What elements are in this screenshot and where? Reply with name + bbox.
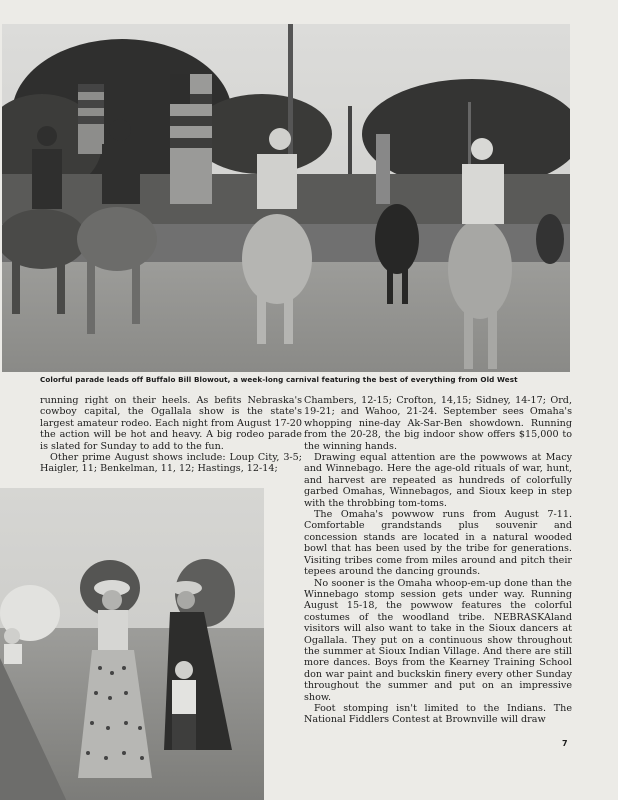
paragraph: Drawing equal attention are the powwows at Macy and Winnebago. Here the age-old rituals of war, hunt, and harvest are repeated as hundreds of colorfully garbed Omahas, Winnebagos, and Sioux keep in step with the throbbing tom-toms.	[304, 452, 572, 509]
paragraph: Foot stomping isn't limited to the Indians. The National Fiddlers Contest at Brownville will draw	[304, 702, 572, 726]
right-column	[304, 395, 572, 726]
parade-photo	[2, 24, 570, 372]
paragraph: running right on their heels. As befits Nebraska's cowboy capital, the Ogallala show is the state's largest amateur rodeo. Each night from August 17-20 the action will be hot and heavy. A big rodeo parade is slated for Sunday to add to the fun.	[40, 395, 302, 452]
paragraph: The Omaha's powwow runs from August 7-11. Comfortable grandstands plus souvenir and concession stands are located in a natural wooded bowl that has been used by the tribe for generations. Visiting tribes come from miles around and pitch their tepees around the dancing grounds.	[304, 509, 572, 578]
left-column	[40, 395, 302, 475]
paragraph: Other prime August shows include: Loup City, 3-5; Haigler, 11; Benkelman, 11, 12; Hastings, 12-14;	[40, 452, 302, 475]
family-photo	[0, 488, 264, 800]
page-number: 7	[562, 739, 568, 748]
paragraph: Chambers, 12-15; Crofton, 14,15; Sidney, 14-17; Ord, 19-21; and Wahoo, 21-24. September sees Omaha's whopping nine-day Ak-Sar-Ben showdown. Running from the 20-28, the big indoor show offers $15,000 to the winning hands.	[304, 395, 572, 452]
photo-caption: Colorful parade leads off Buffalo Bill Blowout, a week-long carnival featuring the best of everything from Old West	[40, 375, 518, 384]
paragraph: No sooner is the Omaha whoop-em-up done than the Winnebago stomp session gets under way. Running August 15-18, the powwow features the colorful costumes of the woodland tribe. NEBRASKAland visitors will also want to take in the Sioux dancers at Ogallala. They put on a continuous show throughout the summer at Sioux Indian Village. And there are still more dances. Boys from the Kearney Training School don war paint and buckskin finery every other Sunday throughout the summer and put on an impressive show.	[304, 577, 572, 703]
